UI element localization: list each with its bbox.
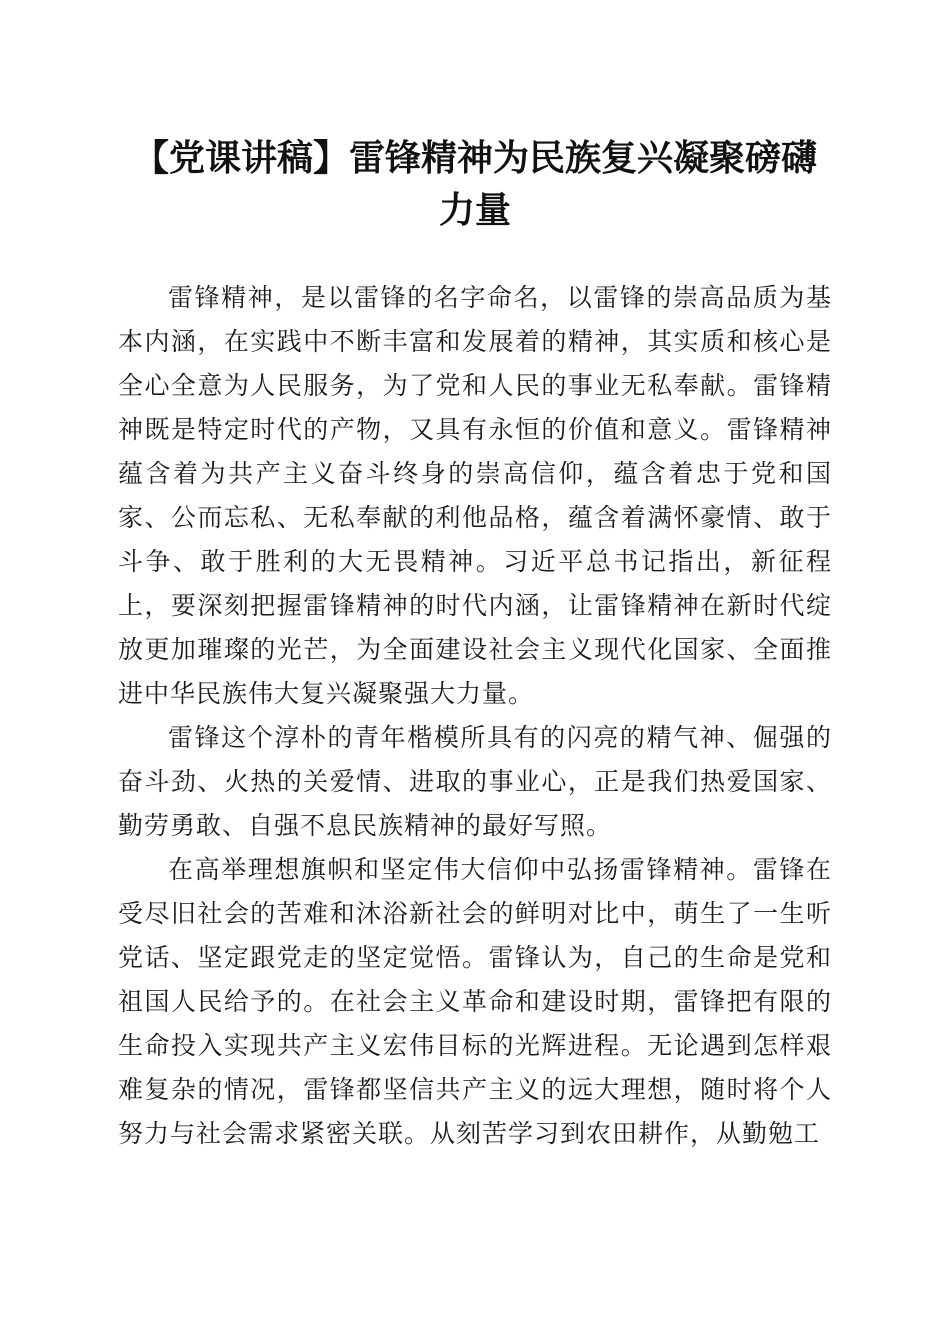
paragraph: 雷锋这个淳朴的青年楷模所具有的闪亮的精气神、倔强的奋斗劲、火热的关爱情、进取的事业心，正是我们热爱国家、勤劳勇敢、自强不息民族精神的最好写照。 (118, 723, 832, 840)
paragraph: 在高举理想旗帜和坚定伟大信仰中弘扬雷锋精神。雷锋在受尽旧社会的苦难和沐浴新社会的鲜明对比中，萌生了一生听党话、坚定跟党走的坚定觉悟。雷锋认为，自己的生命是党和祖国人民给予的。在社会主义革命和建设时期，雷锋把有限的生命投入实现共产主义宏伟目标的光辉进程。无论遇到怎样艰难复杂的情况，雷锋都坚信共产主义的远大理想，随时将个人努力与社会需求紧密关联。从刻苦学习到农田耕作，从勤勉工 (118, 855, 832, 1148)
document-body (118, 276, 832, 1336)
paragraph: 雷锋精神，是以雷锋的名字命名，以雷锋的崇高品质为基本内涵，在实践中不断丰富和发展着的精神，其实质和核心是全心全意为人民服务，为了党和人民的事业无私奉献。雷锋精神既是特定时代的产物，又具有永恒的价值和意义。雷锋精神蕴含着为共产主义奋斗终身的崇高信仰，蕴含着忠于党和国家、公而忘私、无私奉献的利他品格，蕴含着满怀豪情、敢于斗争、敢于胜利的大无畏精神。习近平总书记指出，新征程上，要深刻把握雷锋精神的时代内涵，让雷锋精神在新时代绽放更加璀璨的光芒，为全面建设社会主义现代化国家、全面推进中华民族伟大复兴凝聚强大力量。 (118, 283, 832, 708)
document-title: 【党课讲稿】雷锋精神为民族复兴凝聚磅礴力量 (132, 137, 817, 231)
